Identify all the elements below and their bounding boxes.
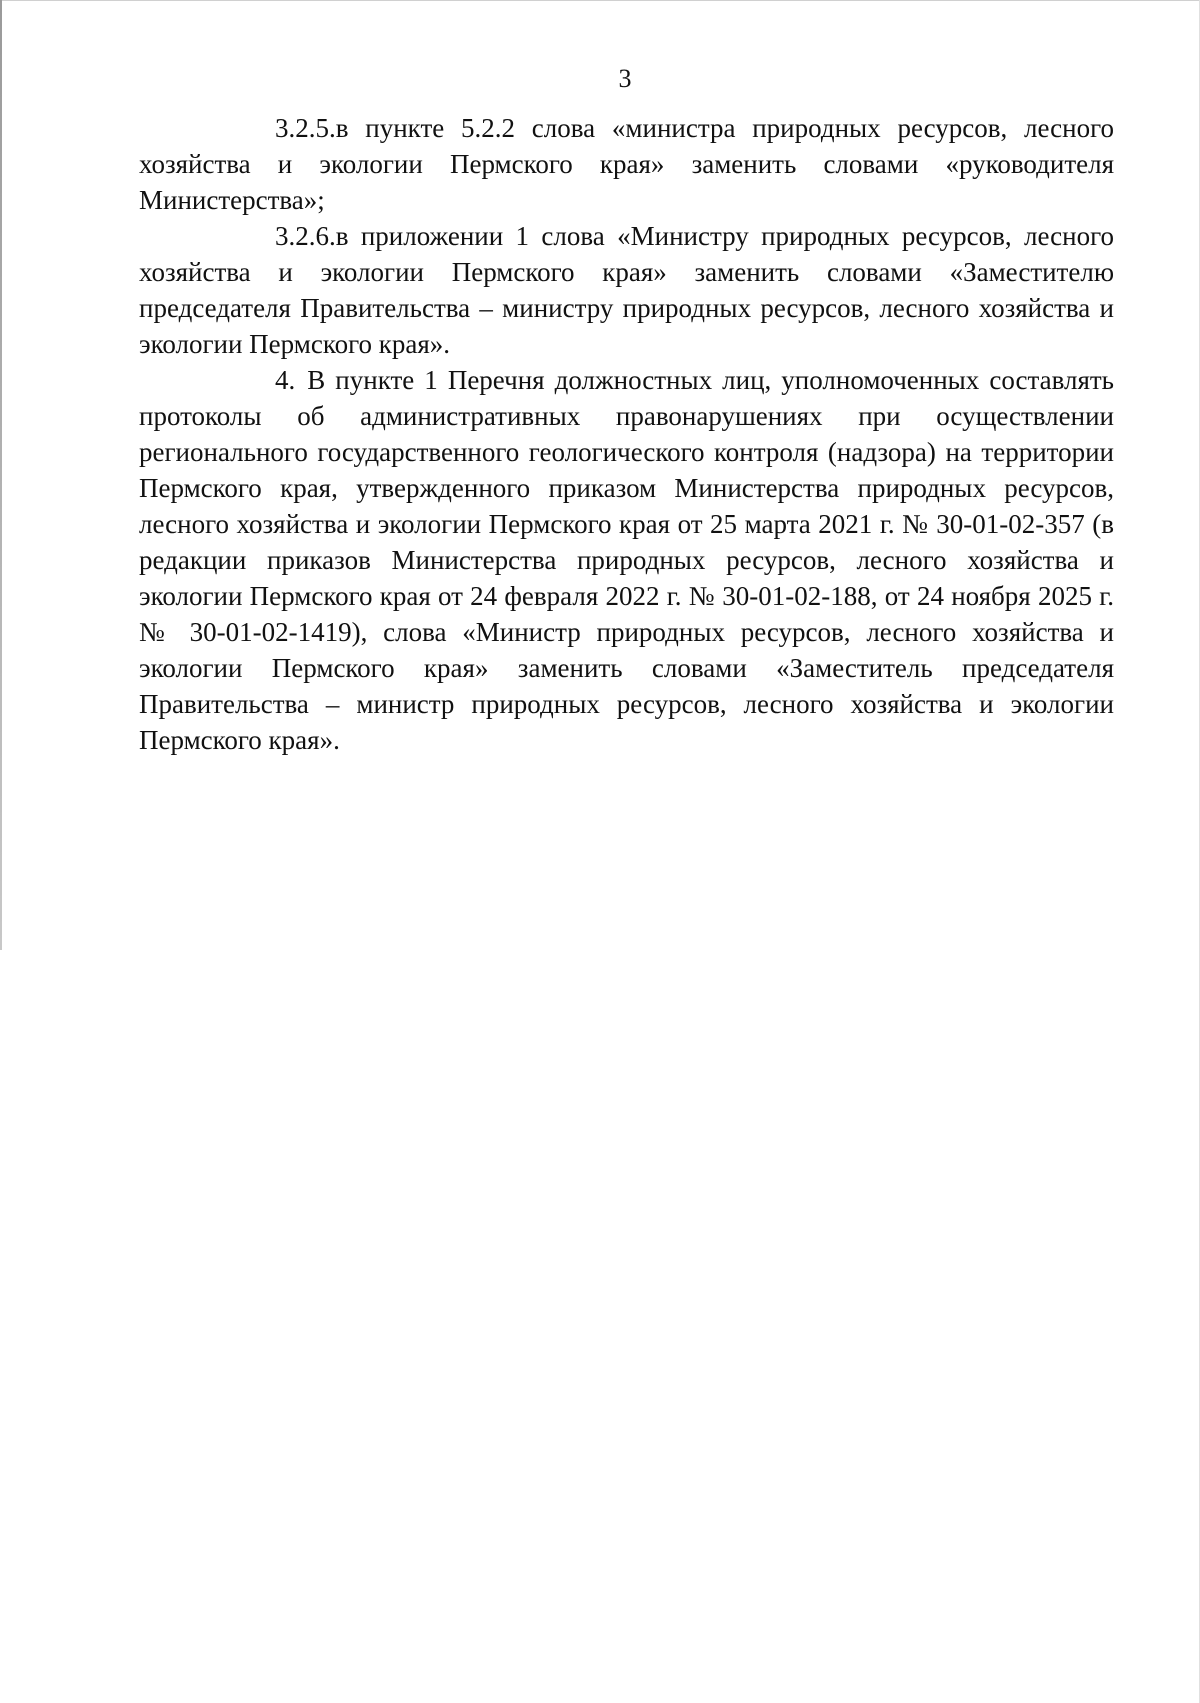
scan-edge-left bbox=[0, 0, 2, 950]
scan-edge-top bbox=[0, 0, 1200, 1]
paragraph-text: В пункте 1 Перечня должностных лиц, уполномоченных составлять протоколы об административных правонарушениях при осуществлении регионального государственного геологического контроля (надзора) на территории Пермского края, утвержденного приказом Министерства природных ресурсов, лесного хозяйства и экологии Пермского края от 25 марта 2021 г. № 30-01-02-357 (в редакции приказов Министерства природных ресурсов, лесного хозяйства и экологии Пермского края от 24 февраля 2022 г. № 30-01-02-188, от 24 ноября 2025 г. № 30-01-02-1419), слова «Министр природных ресурсов, лесного хозяйства и экологии Пермского края» заменить словами «Заместитель председателя Правительства – министр природных ресурсов, лесного хозяйства и экологии Пермского края». bbox=[139, 365, 1114, 755]
paragraph-number: 3.2.6. bbox=[275, 221, 336, 251]
paragraph-text: в пункте 5.2.2 слова «министра природных ресурсов, лесного хозяйства и экологии Пермского края» заменить словами «руководителя Министерства»; bbox=[139, 113, 1114, 215]
document-body bbox=[139, 110, 1114, 758]
paragraph-number: 4. bbox=[275, 365, 296, 395]
page-number: 3 bbox=[618, 64, 632, 93]
paragraph-3-2-6 bbox=[139, 218, 1114, 362]
paragraph-4 bbox=[139, 362, 1114, 758]
paragraph-text: в приложении 1 слова «Министру природных ресурсов, лесного хозяйства и экологии Пермского края» заменить словами «Заместителю председателя Правительства – министру природных ресурсов, лесного хозяйства и экологии Пермского края». bbox=[139, 221, 1114, 359]
paragraph-number: 3.2.5. bbox=[275, 113, 336, 143]
paragraph-3-2-5 bbox=[139, 110, 1114, 218]
